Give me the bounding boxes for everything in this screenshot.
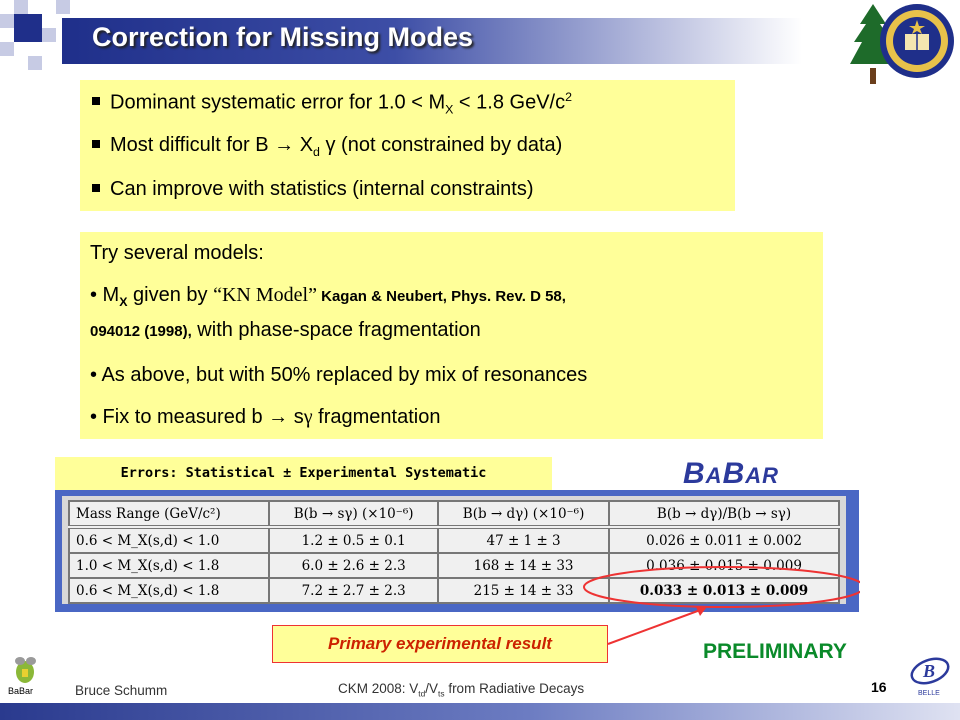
babar-mascot-icon xyxy=(10,655,44,685)
table-cell: 215 ± 14 ± 33 xyxy=(438,578,609,603)
model-text: • Fix to measured b → s xyxy=(90,406,304,428)
primary-result-callout: Primary experimental result xyxy=(272,625,608,663)
bullet-subscript: X xyxy=(445,102,454,117)
model-item-kn xyxy=(90,284,566,309)
svg-text:B: B xyxy=(923,661,936,681)
corner-square xyxy=(42,28,56,42)
bullet-text: < 1.8 GeV/c xyxy=(453,91,566,114)
bullet-dominant-error xyxy=(92,90,572,117)
model-reference: 094012 (1998), xyxy=(90,323,192,340)
babar-small-label: BaBar xyxy=(8,686,34,696)
table-cell: 7.2 ± 2.7 ± 2.3 xyxy=(269,578,438,603)
belle-small-label: BELLE xyxy=(918,690,940,697)
table-header-cell: B(b → sγ) (×10⁻⁶) xyxy=(269,501,438,527)
kn-model-label: “KN Model” xyxy=(213,284,317,306)
table-cell: 0.026 ± 0.011 ± 0.002 xyxy=(609,527,839,553)
preliminary-label: PRELIMINARY xyxy=(703,640,847,663)
gamma-symbol: γ xyxy=(303,406,313,428)
corner-square xyxy=(0,42,14,56)
slide-title: Correction for Missing Modes xyxy=(92,22,474,52)
bullet-most-difficult xyxy=(92,134,562,159)
square-bullet-icon xyxy=(92,140,100,148)
table-cell: 47 ± 1 ± 3 xyxy=(438,527,609,553)
footer-bar xyxy=(0,703,960,720)
bullet-superscript: 2 xyxy=(565,90,573,104)
errors-label: Errors: Statistical ± Experimental Systematic xyxy=(55,457,552,490)
table-row xyxy=(69,527,839,553)
babar-logo: BABAR xyxy=(683,457,780,490)
table-header-cell: B(b → dγ) (×10⁻⁶) xyxy=(438,501,609,527)
corner-square xyxy=(14,0,28,14)
table-cell: 0.6 < M_X(s,d) < 1.8 xyxy=(69,578,269,603)
bullet-improve-statistics xyxy=(92,178,533,201)
table-cell: 1.2 ± 0.5 ± 0.1 xyxy=(269,527,438,553)
table-cell: 6.0 ± 2.6 ± 2.3 xyxy=(269,553,438,578)
bullet-text: Can improve with statistics (internal constraints) xyxy=(110,178,534,200)
table-header-cell: B(b → dγ)/B(b → sγ) xyxy=(609,501,839,527)
table-cell: 1.0 < M_X(s,d) < 1.8 xyxy=(69,553,269,578)
corner-square xyxy=(0,14,14,28)
belle-logo-icon xyxy=(908,656,952,692)
models-heading: Try several models: xyxy=(90,242,264,264)
corner-square xyxy=(14,14,42,42)
bullet-text: γ (not constrained by data) xyxy=(319,134,563,156)
corner-square xyxy=(28,56,42,70)
table-cell-primary-result: 0.033 ± 0.013 ± 0.009 xyxy=(609,578,839,603)
model-item-fragmentation xyxy=(90,406,440,429)
table-header-cell: Mass Range (GeV/c²) xyxy=(69,501,269,527)
footer-talk-title: CKM 2008: $V_{td}/V_{ts}$ from Radiative Decays xyxy=(338,681,585,699)
model-text: with phase-space fragmentation xyxy=(191,319,481,341)
model-subscript: X xyxy=(119,295,128,309)
table-header-row xyxy=(69,501,839,527)
model-item-resonances: • As above, but with 50% replaced by mix of resonances xyxy=(90,364,588,386)
square-bullet-icon xyxy=(92,184,100,192)
corner-square xyxy=(56,0,70,14)
table-cell: 0.6 < M_X(s,d) < 1.0 xyxy=(69,527,269,553)
uc-seal-icon xyxy=(878,2,956,80)
square-bullet-icon xyxy=(92,97,100,105)
model-item-kn-cont xyxy=(90,319,481,342)
footer-author: Bruce Schumm xyxy=(75,683,168,698)
table-cell: 0.036 ± 0.015 ± 0.009 xyxy=(609,553,839,578)
bullet-text: Dominant systematic error for 1.0 < M xyxy=(110,91,446,114)
model-text: • M xyxy=(90,284,120,306)
bullet-subscript: d xyxy=(313,145,320,159)
bullet-text: Most difficult for B → X xyxy=(110,134,314,156)
model-text: fragmentation xyxy=(312,406,441,428)
table-cell: 168 ± 14 ± 33 xyxy=(438,553,609,578)
model-text: given by xyxy=(127,284,214,306)
model-reference: Kagan & Neubert, Phys. Rev. D 58, xyxy=(316,288,566,305)
page-number: 16 xyxy=(871,679,887,695)
